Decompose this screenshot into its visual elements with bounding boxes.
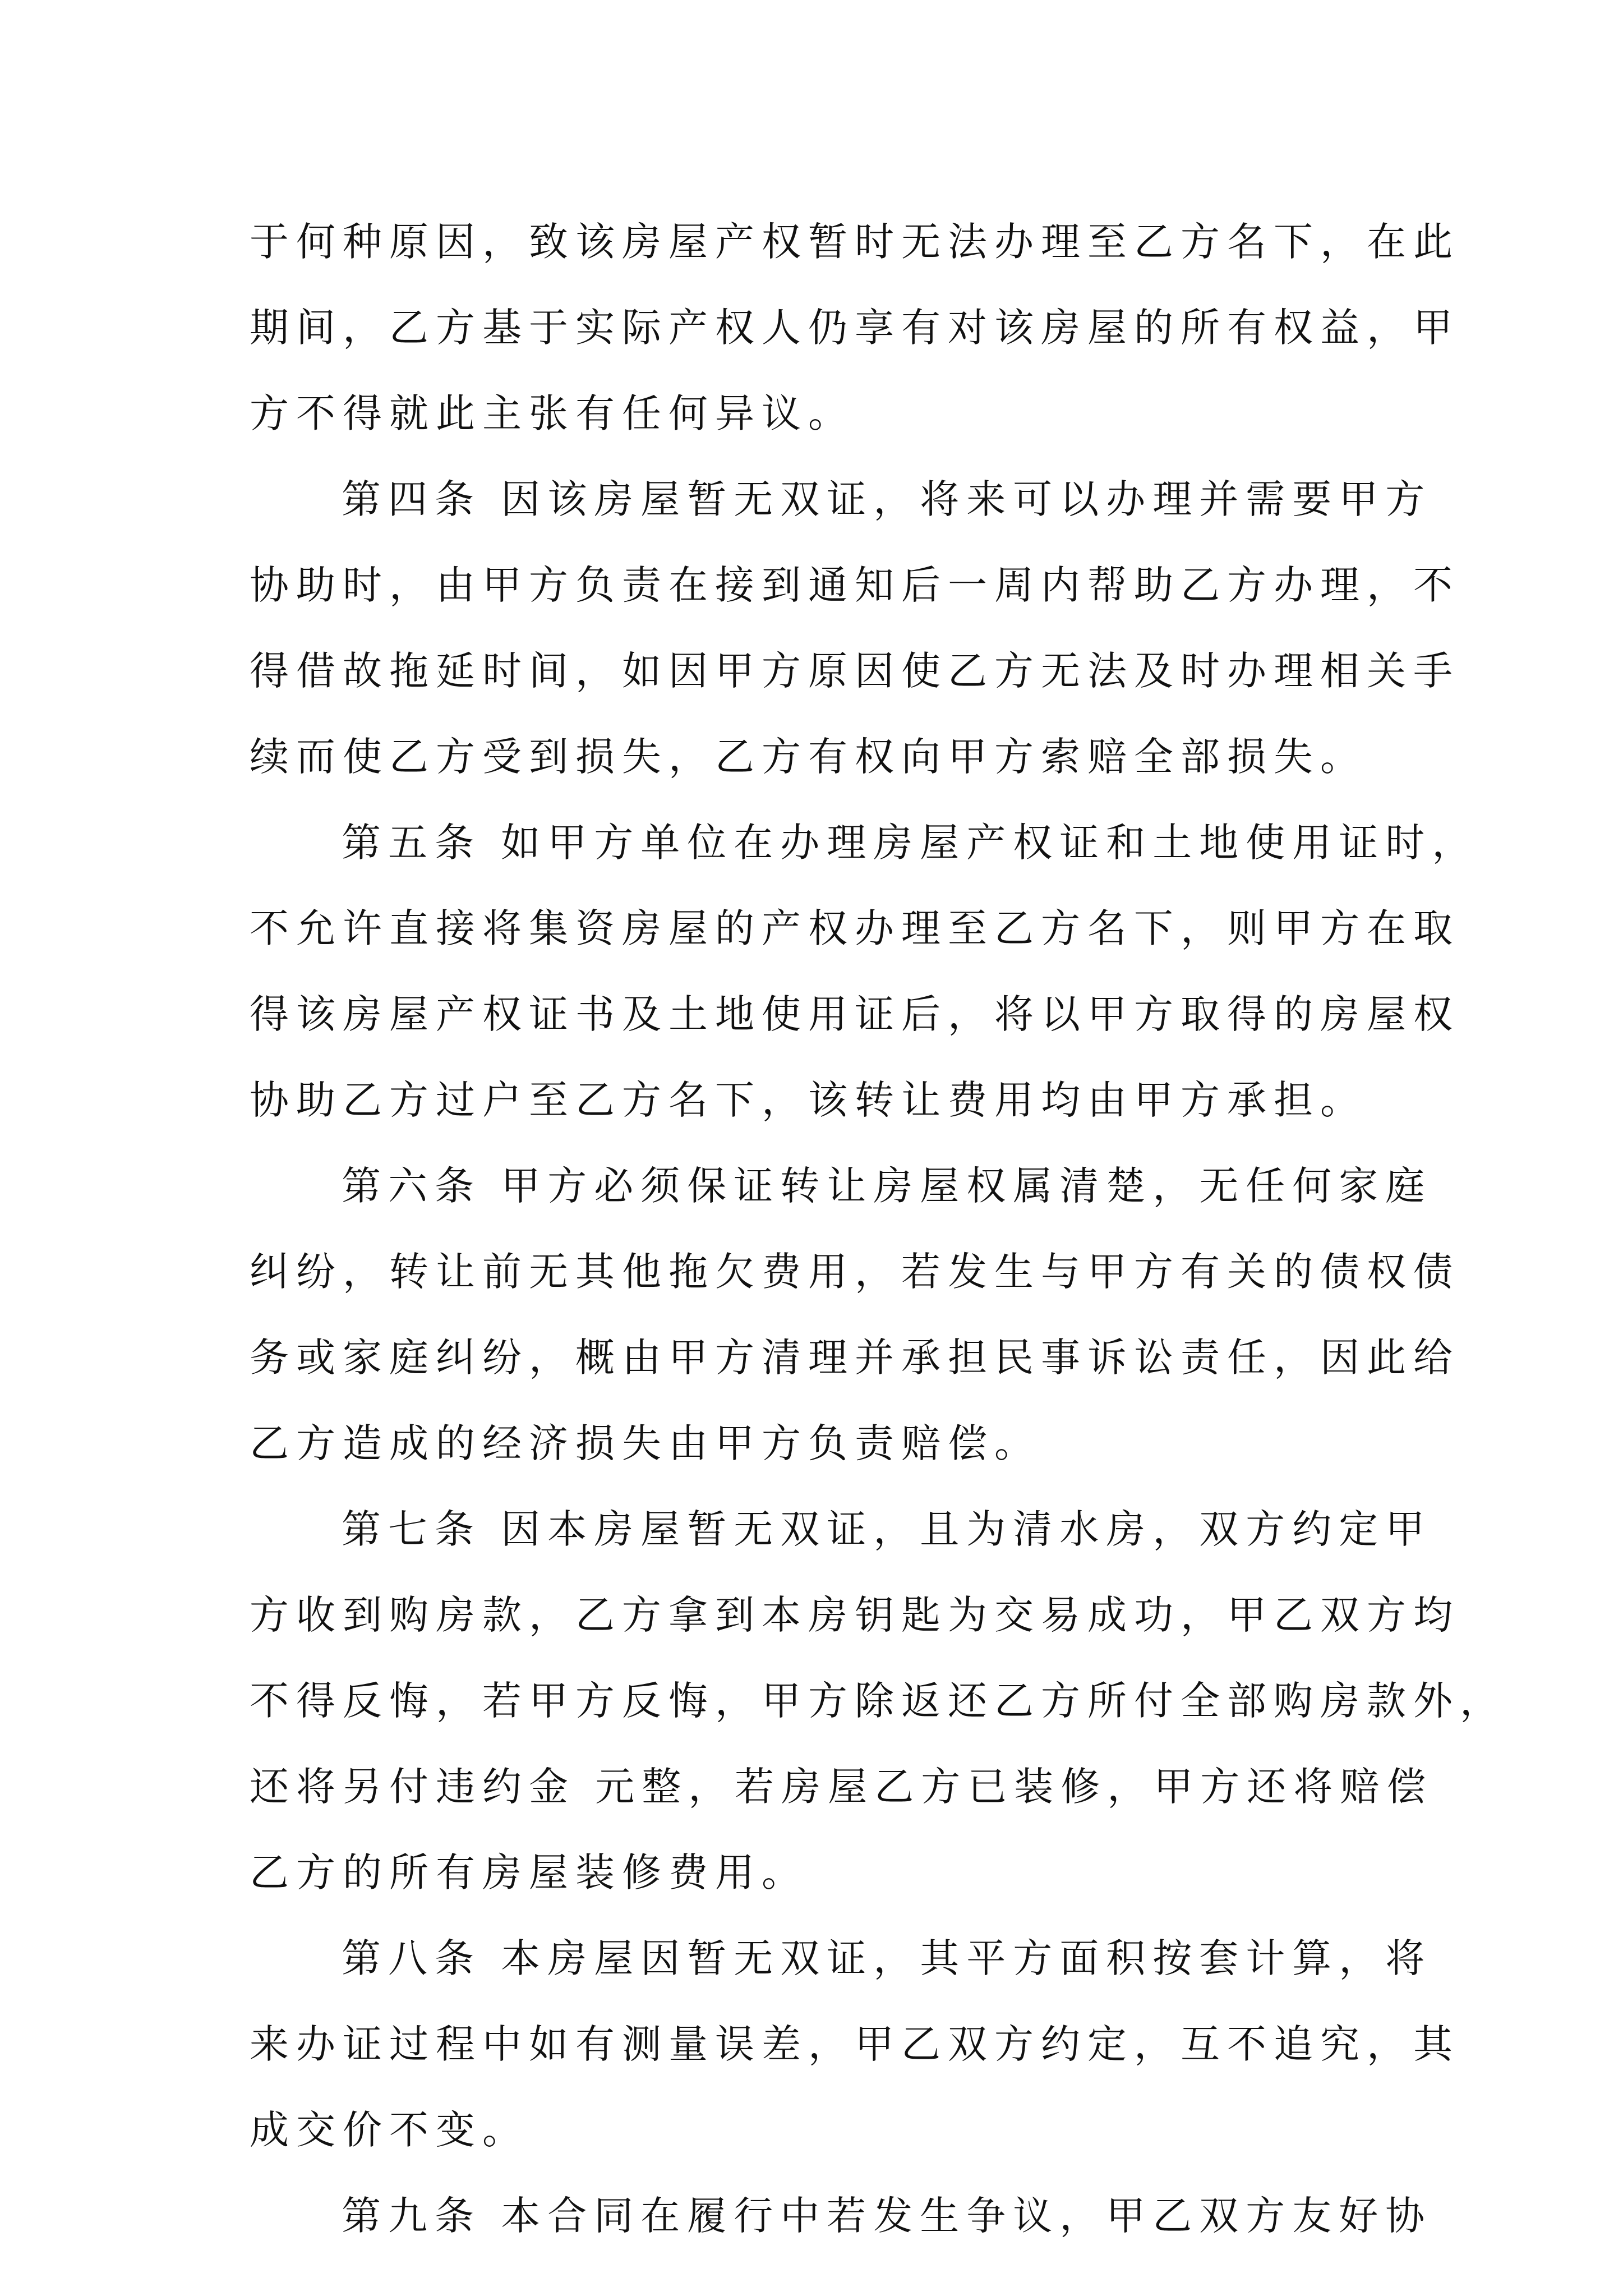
text-line: 还将另付违约金 元整，若房屋乙方已装修，甲方还将赔偿 [250,1764,1433,1810]
text-line: 协助时，由甲方负责在接到通知后一周内帮助乙方办理，不 [250,562,1460,608]
text-line: 得该房屋产权证书及土地使用证后，将以甲方取得的房屋权 [250,991,1460,1037]
text-line: 不得反悔，若甲方反悔，甲方除返还乙方所付全部购房款外， [250,1678,1506,1724]
text-line: 期间，乙方基于实际产权人仍享有对该房屋的所有权益，甲 [250,305,1460,351]
text-line: 得借故拖延时间，如因甲方原因使乙方无法及时办理相关手 [250,648,1460,694]
text-line: 方不得就此主张有任何异议。 [250,390,855,436]
article-heading-line: 第八条 本房屋因暂无双证，其平方面积按套计算，将 [342,1935,1432,1981]
paragraph-article-8 [250,1916,1460,2173]
article-heading-line: 第九条 本合同在履行中若发生争议，甲乙双方友好协 [342,2193,1432,2239]
text-line: 方收到购房款，乙方拿到本房钥匙为交易成功，甲乙双方均 [250,1592,1460,1638]
text-line: 成交价不变。 [250,2107,529,2153]
text-line: 不允许直接将集资房屋的产权办理至乙方名下，则甲方在取 [250,905,1460,951]
text-line: 务或家庭纠纷，概由甲方清理并承担民事诉讼责任，因此给 [250,1335,1460,1381]
paragraph-intro-continuation [250,199,1460,457]
article-heading-line: 第五条 如甲方单位在办理房屋产权证和土地使用证时， [342,820,1479,866]
contract-body [250,199,1506,2259]
article-heading-line: 第六条 甲方必须保证转让房屋权属清楚，无任何家庭 [342,1163,1432,1209]
article-heading-line: 第四条 因该房屋暂无双证，将来可以办理并需要甲方 [342,476,1432,522]
text-line: 协助乙方过户至乙方名下，该转让费用均由甲方承担。 [250,1077,1367,1123]
text-line: 纠纷，转让前无其他拖欠费用，若发生与甲方有关的债权债 [250,1249,1460,1295]
text-line: 乙方造成的经济损失由甲方负责赔偿。 [250,1420,1041,1466]
paragraph-article-5 [250,800,1479,1143]
text-line: 于何种原因，致该房屋产权暂时无法办理至乙方名下，在此 [250,219,1460,265]
text-line: 来办证过程中如有测量误差，甲乙双方约定，互不追究，其 [250,2021,1460,2067]
paragraph-article-6 [250,1143,1460,1487]
paragraph-article-7 [250,1487,1506,1916]
text-line: 续而使乙方受到损失，乙方有权向甲方索赔全部损失。 [250,734,1367,780]
paragraph-article-9 [250,2173,1432,2259]
article-heading-line: 第七条 因本房屋暂无双证，且为清水房，双方约定甲 [342,1506,1432,1552]
text-line: 乙方的所有房屋装修费用。 [250,1849,808,1895]
paragraph-article-4 [250,457,1460,800]
